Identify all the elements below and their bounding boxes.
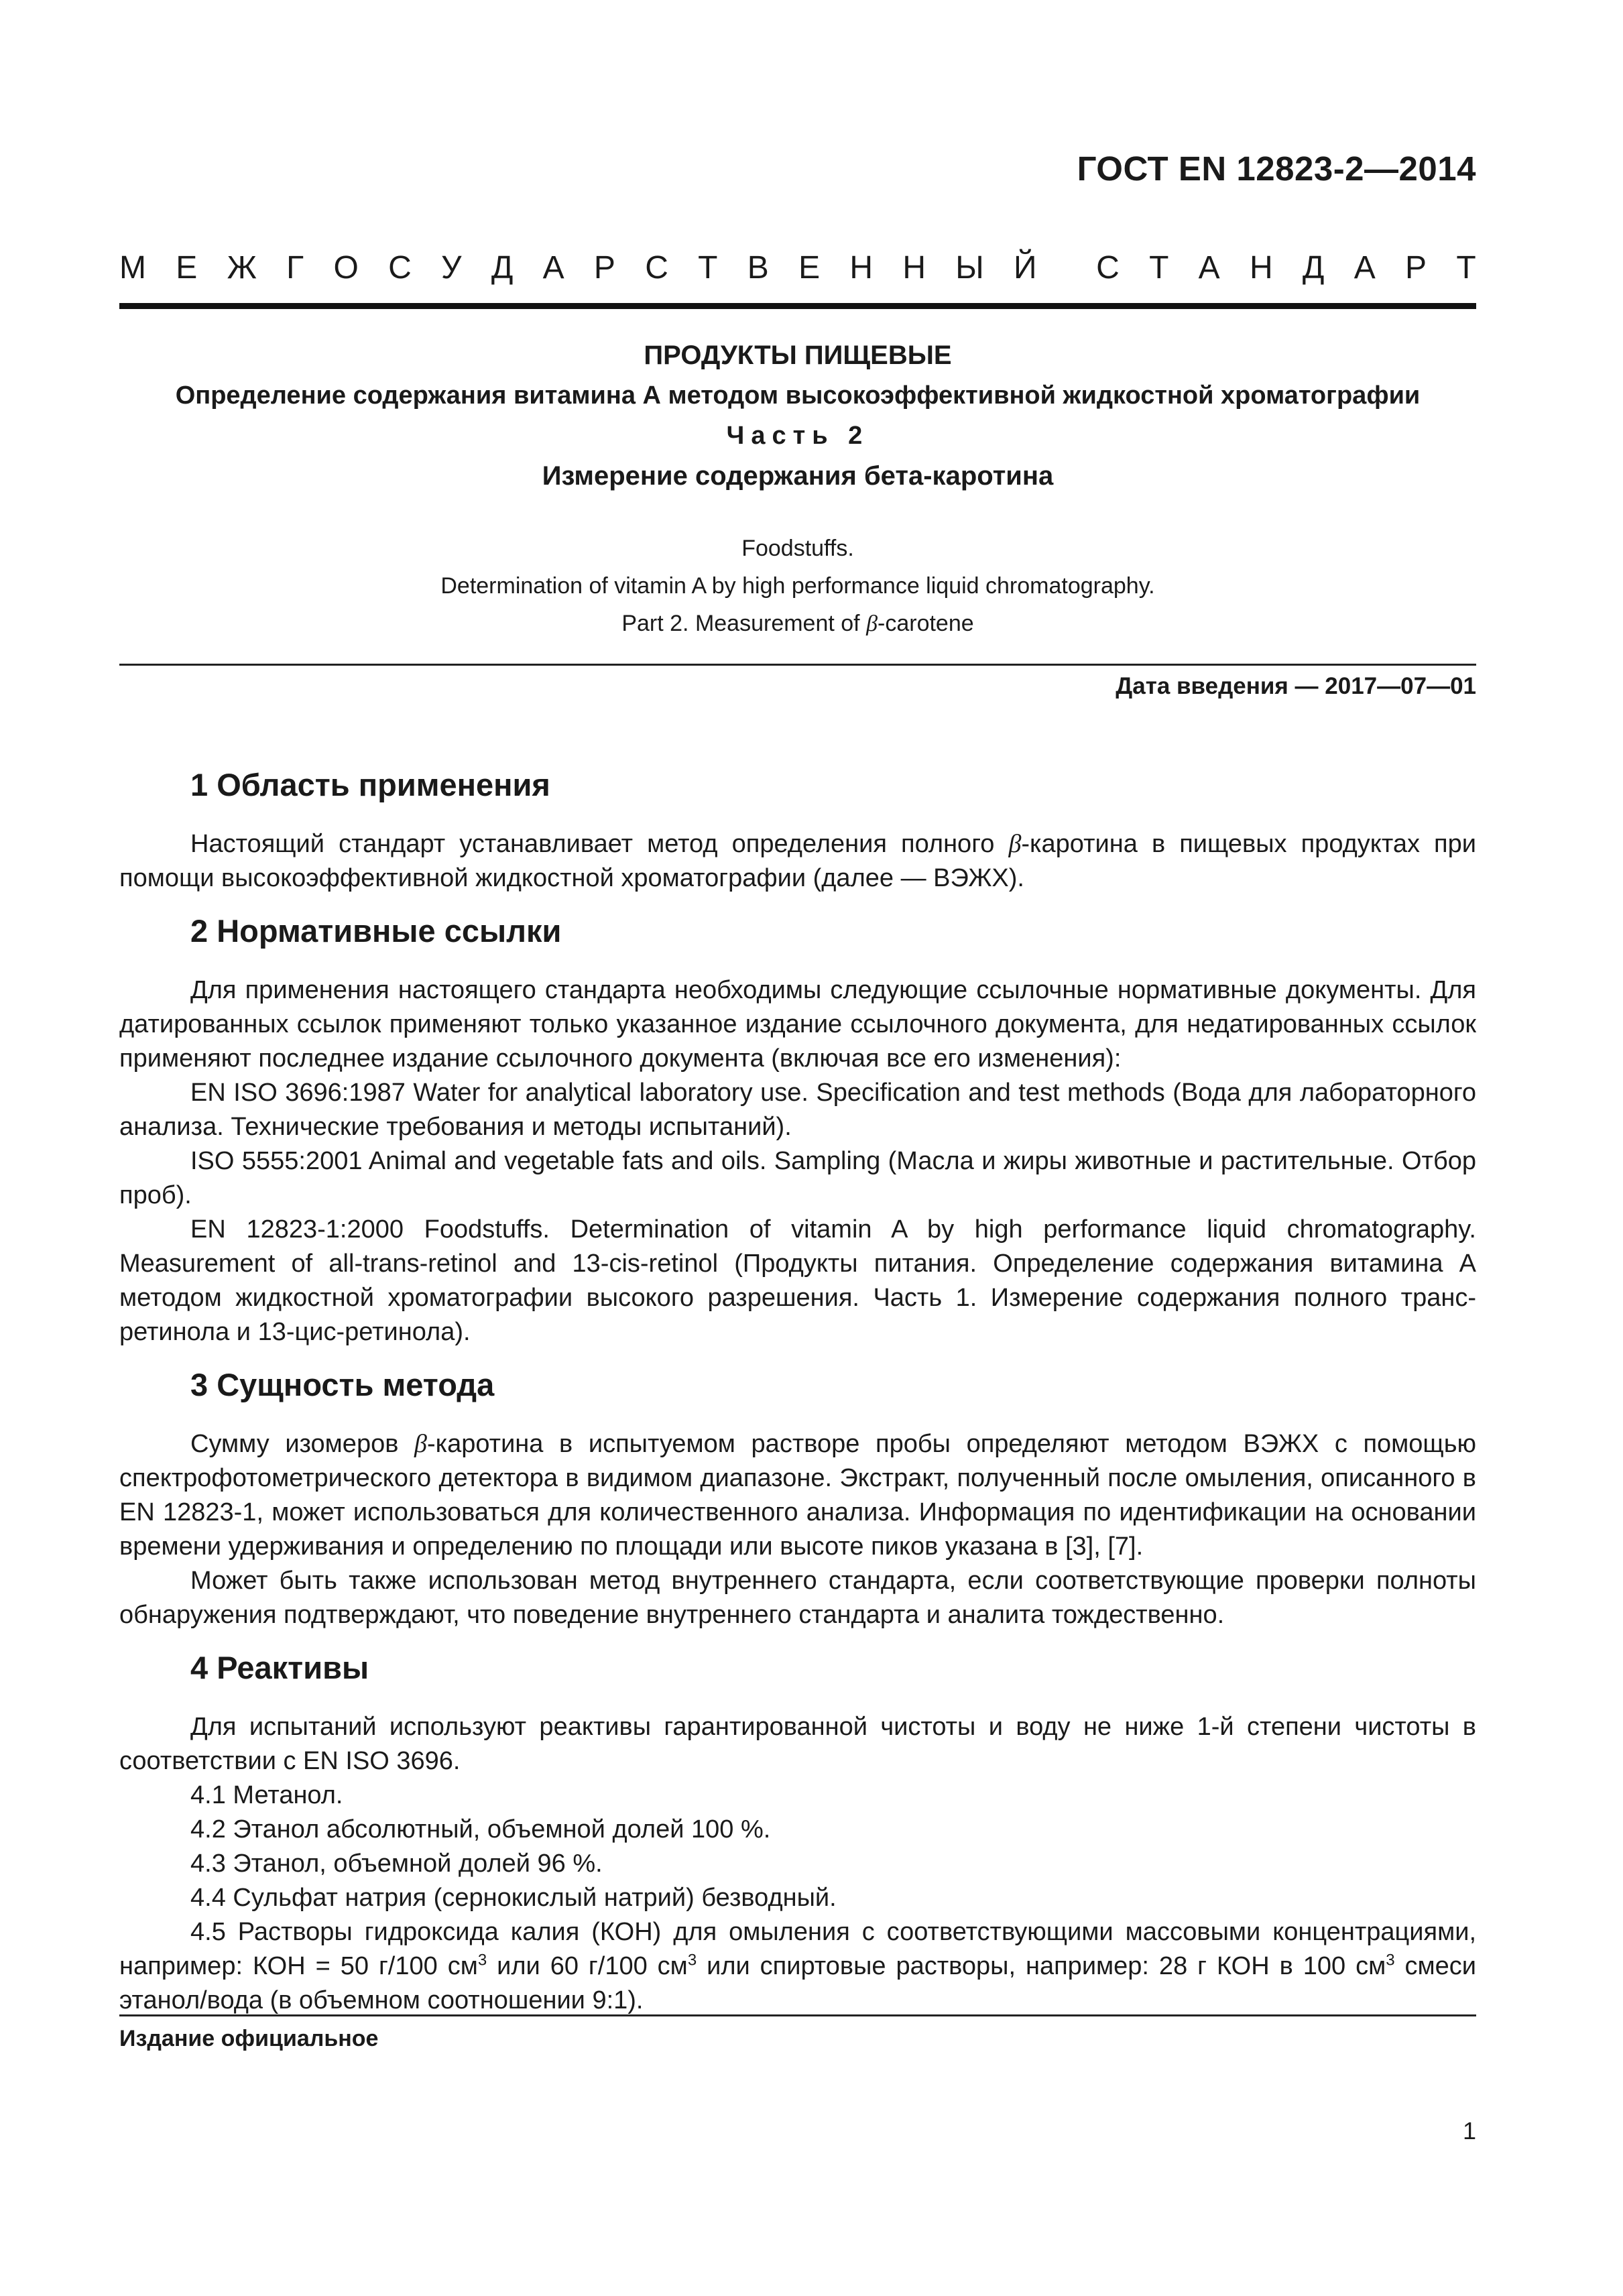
banner-letter: Т: [1456, 250, 1476, 286]
english-line-1: Foodstuffs.: [741, 536, 854, 561]
beta-symbol: β: [866, 611, 878, 636]
section-heading: 2 Нормативные ссылки: [190, 913, 562, 949]
banner-letter: Н: [902, 250, 926, 286]
section-heading: 3 Сущность метода: [190, 1367, 495, 1402]
banner-letter: А: [1198, 250, 1220, 286]
beta-symbol: β: [414, 1430, 427, 1458]
superscript: 3: [1386, 1951, 1395, 1970]
banner-letter: С: [645, 250, 668, 286]
official-edition-label: Издание официальное: [119, 2026, 379, 2051]
banner-letter: Р: [593, 250, 615, 286]
title-line-1: ПРОДУКТЫ ПИЩЕВЫЕ: [644, 341, 952, 370]
banner-letter: М: [119, 250, 146, 286]
english-line-3-prefix: Part 2. Measurement of: [621, 611, 867, 636]
banner-letter: Т: [698, 250, 718, 286]
paragraph: Может быть также использован метод внутреннего стандарта, если соответствующие проверки полноты обнаружения подтверждают, что поведение внутреннего стандарта и аналита тождественно.: [119, 1567, 1476, 1629]
document-code: ГОСТ EN 12823-2—2014: [1077, 149, 1476, 188]
paragraph: Для применения настоящего стандарта необходимы следующие ссылочные нормативные документы. Для датированных ссылок применяют только указанное издание ссылочного документа, для недатированных ссылок применяют последнее издание ссылочного документа (включая все его изменения):: [119, 976, 1476, 1073]
page-number: 1: [1462, 2117, 1476, 2144]
english-line-2: Determination of vitamin A by high performance liquid chromatography.: [440, 573, 1155, 599]
list-item: 4.1 Метанол.: [190, 1781, 343, 1809]
banner-letter: В: [747, 250, 769, 286]
banner-letter: Й: [1014, 250, 1037, 286]
text-run: смеси этанол/вода (в объемном соотношении 9:1).: [119, 1952, 1476, 2014]
text-run: 4.5 Растворы гидроксида калия (КОН) для омыления с соответствующими массовыми концентрациями, например: КОН = 50 г/100 см: [119, 1918, 1476, 1980]
text-run: -каротина в пищевых продуктах при помощи высокоэффективной жидкостной хроматографии (далее — ВЭЖХ).: [119, 830, 1476, 892]
banner-letter: Д: [491, 250, 514, 286]
footer-divider: [119, 2014, 1476, 2016]
banner-letter: Г: [286, 250, 304, 286]
reference-item: EN 12823-1:2000 Foodstuffs. Determination of vitamin A by high performance liquid chromatography. Measurement of all-trans-retinol and 13-cis-retinol (Продукты питания. Определение содержания витамина А методом жидкостной хроматографии высокого разрешения. Часть 1. Измерение содержания полного транс-ретинола и 13-цис-ретинола).: [119, 1215, 1476, 1346]
section-scope: [119, 764, 1476, 896]
banner-letter: О: [333, 250, 359, 286]
banner-letter: Ы: [955, 250, 984, 286]
banner-letter: С: [1096, 250, 1120, 286]
document-body: [119, 764, 1476, 2033]
section-normative-references: [119, 910, 1476, 1349]
header-divider: [119, 303, 1476, 309]
introduction-date: Дата введения — 2017—07—01: [1116, 673, 1476, 699]
paragraph: [119, 827, 1476, 896]
title-block: [119, 335, 1476, 496]
banner-letter: Т: [1149, 250, 1169, 286]
english-line-3: [119, 605, 1476, 643]
superscript: 3: [477, 1951, 487, 1970]
section-reagents: [119, 1647, 1476, 2018]
banner-letter: Н: [1249, 250, 1273, 286]
english-line-3-suffix: -carotene: [878, 611, 974, 636]
list-item: 4.3 Этанол, объемной долей 96 %.: [190, 1850, 603, 1878]
title-line-2: Определение содержания витамина А методом высокоэффективной жидкостной хроматографии: [175, 381, 1421, 410]
banner-letter: Д: [1302, 250, 1325, 286]
list-item: 4.4 Сульфат натрия (сернокислый натрий) безводный.: [190, 1884, 837, 1912]
title-part: Часть 2: [726, 422, 869, 450]
list-item: [119, 1915, 1476, 2018]
title-divider: [119, 664, 1476, 666]
superscript: 3: [687, 1951, 697, 1970]
banner-letter: А: [1354, 250, 1376, 286]
interstate-standard-banner: [119, 249, 1476, 286]
text-run: Настоящий стандарт устанавливает метод определения полного: [190, 830, 1009, 858]
section-method-principle: [119, 1364, 1476, 1632]
section-heading: 4 Реактивы: [190, 1650, 369, 1685]
beta-symbol: β: [1008, 830, 1022, 858]
english-title-block: [119, 530, 1476, 643]
banner-letter: Е: [798, 250, 821, 286]
text-run: Сумму изомеров: [190, 1430, 415, 1458]
banner-letter: Е: [176, 250, 198, 286]
text-run: или спиртовые растворы, например: 28 г КОН в 100 см: [697, 1952, 1386, 1980]
list-item: 4.2 Этанол абсолютный, объемной долей 100 %.: [190, 1815, 771, 1844]
text-run: или 60 г/100 см: [487, 1952, 688, 1980]
reference-item: ISO 5555:2001 Animal and vegetable fats and oils. Sampling (Масла и жиры животные и растительные. Отбор проб).: [119, 1147, 1476, 1209]
reference-item: EN ISO 3696:1987 Water for analytical laboratory use. Specification and test methods (Вода для лабораторного анализа. Технические требования и методы испытаний).: [119, 1079, 1476, 1141]
text-run: -каротина в испытуемом растворе пробы определяют методом ВЭЖХ с помощью спектрофотометрического детектора в видимом диапазоне. Экстракт, полученный после омыления, описанного в EN 12823-1, может использоваться для количественного анализа. Информация по идентификации на основании времени удерживания и определению по площади или высоте пиков указана в [3], [7].: [119, 1430, 1476, 1561]
banner-letter: Н: [849, 250, 874, 286]
section-heading: 1 Область применения: [190, 767, 550, 802]
banner-letter: Р: [1405, 250, 1427, 286]
paragraph: Для испытаний используют реактивы гарантированной чистоты и воду не ниже 1-й степени чистоты в соответствии с EN ISO 3696.: [119, 1713, 1476, 1775]
banner-letter: У: [441, 250, 462, 286]
banner-letter: С: [388, 250, 412, 286]
paragraph: [119, 1427, 1476, 1564]
title-subtitle: Измерение содержания бета-каротина: [542, 461, 1054, 491]
banner-letter: А: [542, 250, 564, 286]
document-page: [119, 0, 1476, 2296]
banner-letter: Ж: [227, 250, 257, 286]
